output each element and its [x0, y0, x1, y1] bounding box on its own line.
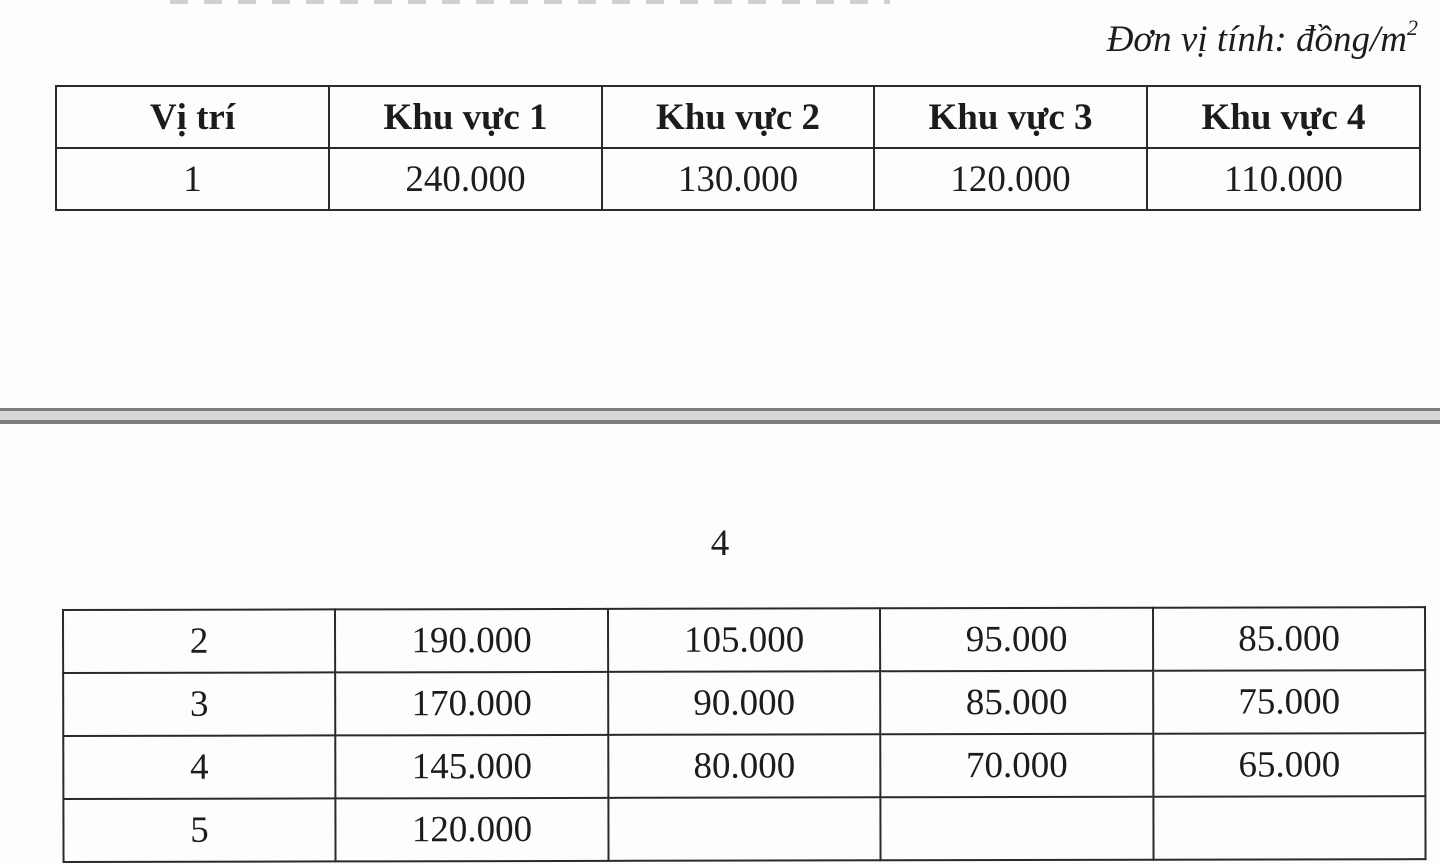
- table-cell: 240.000: [329, 148, 602, 210]
- header-vi-tri: Vị trí: [56, 86, 329, 148]
- table-row: [56, 148, 1420, 210]
- table-cell: 70.000: [880, 734, 1153, 798]
- table-cell: 4: [63, 735, 335, 799]
- table-cell: 65.000: [1153, 733, 1425, 797]
- unit-note: [1106, 15, 1418, 61]
- table-cell: [1153, 796, 1425, 860]
- table-cell: 90.000: [608, 671, 880, 735]
- table-row: [63, 670, 1425, 736]
- table-row: [63, 796, 1425, 862]
- page-number: 4: [710, 523, 730, 564]
- page-break-divider: [0, 408, 1440, 424]
- table-cell: 1: [56, 148, 329, 210]
- table-row: [63, 607, 1425, 673]
- table-cell: 85.000: [880, 671, 1153, 735]
- table-cell: [880, 797, 1153, 861]
- table-cell: 170.000: [335, 672, 608, 736]
- price-table-header-part: [55, 85, 1421, 211]
- header-khu-vuc-4: Khu vực 4: [1147, 86, 1420, 148]
- header-khu-vuc-2: Khu vực 2: [602, 86, 874, 148]
- table-cell: 120.000: [874, 148, 1147, 210]
- table-cell: 2: [63, 609, 335, 673]
- table-cell: 105.000: [608, 608, 880, 672]
- table-cell: [608, 797, 880, 861]
- header-khu-vuc-1: Khu vực 1: [329, 86, 602, 148]
- table-header-row: [56, 86, 1420, 148]
- table-cell: 145.000: [335, 735, 608, 799]
- page-top-section: [0, 0, 1440, 410]
- unit-note-text: Đơn vị tính: đồng/m: [1106, 19, 1407, 60]
- table-cell: 95.000: [880, 608, 1153, 672]
- header-khu-vuc-3: Khu vực 3: [874, 86, 1147, 148]
- unit-note-superscript: 2: [1407, 15, 1418, 40]
- table-cell: 120.000: [335, 798, 608, 862]
- table-cell: 130.000: [602, 148, 874, 210]
- table-cell: 85.000: [1153, 607, 1425, 671]
- table-cell: 5: [63, 798, 335, 862]
- table-cell: 190.000: [335, 609, 608, 673]
- table-cell: 80.000: [608, 734, 880, 798]
- price-table-continued: [62, 606, 1427, 863]
- table-cell: 75.000: [1153, 670, 1425, 734]
- scan-artifact: [170, 0, 890, 4]
- table-cell: 3: [63, 672, 335, 736]
- table-cell: 110.000: [1147, 148, 1420, 210]
- table-row: [63, 733, 1425, 799]
